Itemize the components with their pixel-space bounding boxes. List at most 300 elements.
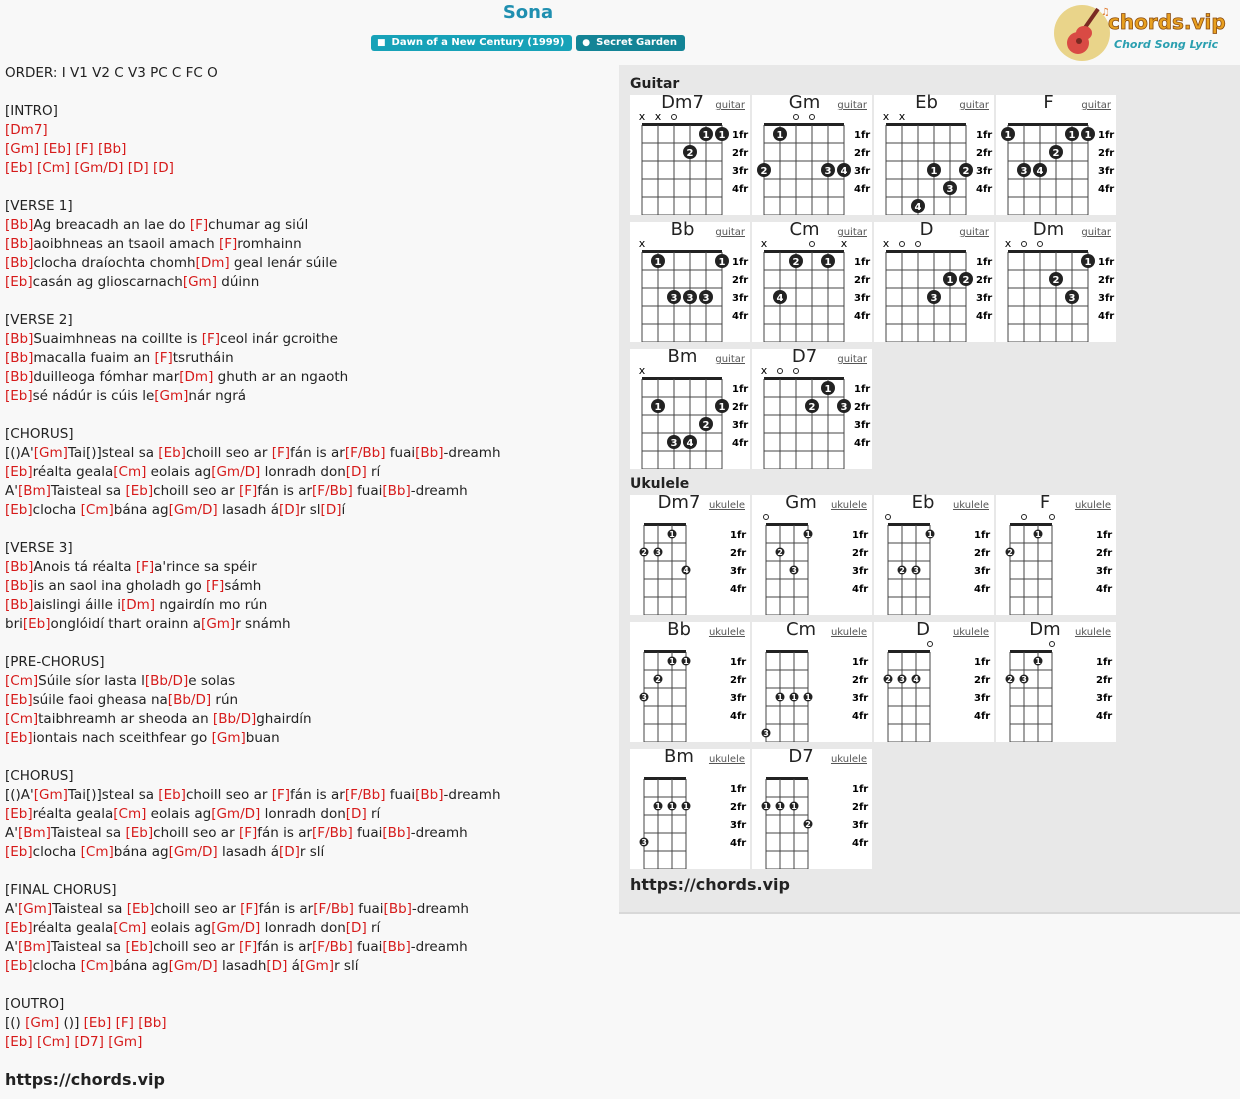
chord-diagram (630, 622, 750, 742)
lyric-text: A' (5, 939, 18, 955)
guitar-chord-card[interactable] (630, 219, 750, 342)
chord-link[interactable]: [F/Bb] (312, 825, 353, 841)
lyric-text: clocha (32, 958, 81, 974)
lyric-text: fuai (353, 901, 384, 917)
chord-link[interactable]: [D] (152, 160, 174, 176)
lyric-text: fuai (352, 939, 383, 955)
chord-link[interactable]: [Bb] (5, 217, 34, 233)
finger-number: 2 (962, 166, 970, 177)
fret-label: 1fr (976, 130, 993, 141)
chord-link[interactable]: [F] (206, 578, 225, 594)
lyric-text: [INTRO] (5, 103, 58, 119)
chord-link[interactable]: [D] (278, 502, 300, 518)
chord-link[interactable]: [F] (240, 901, 259, 917)
chord-link[interactable]: [D] (278, 844, 300, 860)
guitar-chord-card[interactable] (752, 346, 872, 469)
instrument-link[interactable]: ukulele (1074, 500, 1111, 511)
instrument-link[interactable]: guitar (1081, 100, 1111, 111)
lyric-text: nár ngrá (188, 388, 247, 404)
chord-name: D (919, 219, 934, 240)
chord-link[interactable]: [Bb] (5, 369, 34, 385)
chord-link[interactable]: [Bb/D] (167, 692, 212, 708)
chord-link[interactable]: [Eb] (158, 445, 186, 461)
chord-link[interactable]: [F] (218, 236, 238, 252)
artist-tag[interactable] (576, 35, 685, 51)
open-marker (900, 242, 905, 247)
lyric-text: chumar ag siúl (208, 217, 309, 233)
ukulele-chord-card[interactable] (752, 746, 872, 869)
instrument-link[interactable]: ukulele (830, 627, 867, 638)
chord-link[interactable]: [Gm] (201, 616, 236, 632)
ukulele-chord-card[interactable] (996, 619, 1116, 742)
chord-link[interactable]: [Eb] (125, 483, 154, 499)
panel-site-url[interactable]: https://chords.vip (630, 875, 790, 894)
mute-marker: x (654, 110, 662, 123)
instrument-link[interactable]: guitar (837, 227, 867, 238)
lyric-line (5, 121, 501, 140)
finger-number: 3 (670, 438, 678, 449)
guitar-chord-card[interactable] (630, 346, 750, 469)
lyric-text: iontais nach sceithfear go (32, 730, 212, 746)
chord-link[interactable]: [Bm] (17, 483, 51, 499)
chord-link[interactable]: [Gm/D] (211, 464, 261, 480)
finger-number: 1 (763, 802, 769, 811)
chord-link[interactable]: [Eb] (5, 160, 33, 176)
chord-link[interactable]: [D] (345, 464, 367, 480)
guitar-chord-card[interactable] (874, 92, 994, 215)
chord-link[interactable]: [Gm] (25, 1015, 60, 1031)
chord-link[interactable]: [Bb/D] (212, 711, 257, 727)
chord-link[interactable]: [Gm] (182, 274, 217, 290)
guitar-chord-card[interactable] (996, 92, 1116, 215)
lyric-text: aoibhneas an tsaoil amach (33, 236, 219, 252)
chord-link[interactable]: [Eb] (5, 920, 33, 936)
finger-number: 3 (655, 548, 661, 557)
instrument-link[interactable]: ukulele (708, 500, 745, 511)
chord-link[interactable]: [Gm] (33, 445, 68, 461)
lyric-text: Taisteal sa (50, 825, 126, 841)
guitar-logo-icon (1054, 3, 1234, 63)
artist-label: Secret Garden (596, 37, 677, 48)
lyric-line (5, 1033, 501, 1052)
chord-link[interactable]: [Gm/D] (168, 844, 218, 860)
fret-label: 1fr (732, 384, 749, 395)
instrument-link[interactable]: ukulele (1074, 627, 1111, 638)
open-marker (928, 642, 933, 647)
chord-link[interactable]: [Eb] (5, 274, 33, 290)
instrument-link[interactable]: ukulele (708, 754, 745, 765)
lyric-text: macalla fuaim an (33, 350, 155, 366)
lyric-text: bri (5, 616, 23, 632)
finger-number: 1 (718, 130, 726, 141)
chord-link[interactable]: [Bb] (5, 331, 34, 347)
chord-link[interactable]: [Gm] (108, 1034, 143, 1050)
instrument-link[interactable]: ukulele (830, 754, 867, 765)
finger-number: 3 (899, 675, 905, 684)
fret-label: 3fr (730, 693, 747, 704)
fret-label: 4fr (1098, 311, 1115, 322)
fret-label: 2fr (732, 148, 749, 159)
mute-marker: x (638, 110, 646, 123)
chord-link[interactable]: [F] (238, 825, 258, 841)
lyric-line (5, 368, 501, 387)
chord-link[interactable]: [Gm/D] (168, 502, 218, 518)
instrument-link[interactable]: guitar (715, 100, 745, 111)
lyric-text: A' (5, 483, 18, 499)
chord-link[interactable]: [F] (238, 939, 258, 955)
fret-label: 2fr (852, 675, 869, 686)
finger-number: 1 (655, 802, 661, 811)
mute-marker: x (898, 110, 906, 123)
album-label: Dawn of a New Century (1999) (391, 37, 565, 48)
site-logo[interactable] (1054, 3, 1234, 63)
chord-link[interactable]: [D] (127, 160, 149, 176)
lyric-text: ceol inár gcroithe (220, 331, 338, 347)
chord-diagram (752, 95, 872, 215)
fret-label: 3fr (974, 693, 991, 704)
instrument-link[interactable]: ukulele (830, 500, 867, 511)
chord-link[interactable]: [Bm] (17, 939, 51, 955)
nut (764, 250, 844, 253)
ukulele-chord-card[interactable] (630, 619, 750, 742)
chord-link[interactable]: [Bb] (5, 578, 34, 594)
chord-name: Bm (667, 346, 698, 367)
lyric-text: aislingi áille i (33, 597, 121, 613)
chord-link[interactable]: [D7] (74, 1034, 104, 1050)
ukulele-chord-card[interactable] (630, 746, 750, 869)
chord-link[interactable]: [Bb] (5, 350, 34, 366)
guitar-chord-card[interactable] (752, 219, 872, 342)
chord-link[interactable]: [D] (320, 502, 342, 518)
chord-link[interactable]: [F] (135, 559, 155, 575)
fret-label: 1fr (1096, 530, 1113, 541)
lyric-text: ngairdín mo rún (155, 597, 268, 613)
nut (644, 523, 686, 526)
chord-link[interactable]: [Bb] (5, 236, 34, 252)
chord-link[interactable]: [F] (271, 787, 291, 803)
chord-link[interactable]: [F/Bb] (344, 787, 386, 803)
chord-link[interactable]: [Bb] (382, 825, 411, 841)
ukulele-chord-card[interactable] (752, 492, 872, 615)
lyric-line (5, 634, 501, 653)
chord-link[interactable]: [Bb] (98, 141, 127, 157)
fret-label: 3fr (974, 566, 991, 577)
chord-link[interactable]: [Gm/D] (168, 958, 218, 974)
fret-label: 1fr (1098, 257, 1115, 268)
ukulele-chord-card[interactable] (874, 492, 994, 615)
nut (766, 777, 808, 780)
finger-number: 1 (824, 257, 832, 268)
instrument-link[interactable]: guitar (715, 354, 745, 365)
lyric-text: choill seo ar (153, 939, 239, 955)
chord-link[interactable]: [Dm] (179, 369, 214, 385)
instrument-link[interactable]: guitar (715, 227, 745, 238)
lyric-line (5, 501, 501, 520)
lyric-text: [()A' (5, 445, 34, 461)
finger-number: 2 (777, 548, 783, 557)
chord-link[interactable]: [F] (75, 141, 94, 157)
lyric-text: réalta geala (32, 920, 114, 936)
mute-marker: x (760, 237, 768, 250)
guitar-chord-card[interactable] (630, 92, 750, 215)
lyric-text: choill seo ar (153, 825, 239, 841)
chord-link[interactable]: [F] (201, 331, 221, 347)
chord-link[interactable]: [Eb] (5, 1034, 33, 1050)
lyric-line (5, 406, 501, 425)
lyric-text: Súile síor lasta l (38, 673, 145, 689)
chord-link[interactable]: [D] (345, 920, 367, 936)
finger-number: 3 (670, 293, 678, 304)
chord-link[interactable]: [Cm] (80, 958, 114, 974)
chord-diagram (874, 95, 994, 215)
finger-number: 4 (683, 566, 689, 575)
finger-number: 2 (1052, 275, 1060, 286)
fret-label: 3fr (854, 420, 871, 431)
instrument-link[interactable]: guitar (959, 100, 989, 111)
chord-link[interactable]: [Cm] (113, 464, 147, 480)
chord-link[interactable]: [Cm] (80, 844, 114, 860)
instrument-link[interactable]: ukulele (952, 627, 989, 638)
chord-link[interactable]: [Eb] (83, 1015, 112, 1031)
guitar-chord-card[interactable] (874, 219, 994, 342)
chord-link[interactable]: [Cm] (5, 711, 39, 727)
chord-name: Gm (785, 492, 817, 513)
chord-diagrams-panel (619, 65, 1240, 914)
instrument-link[interactable]: guitar (837, 354, 867, 365)
chord-link[interactable]: [Eb] (5, 464, 33, 480)
chord-link[interactable]: [D] (266, 958, 288, 974)
fret-label: 1fr (854, 384, 871, 395)
instrument-link[interactable]: guitar (959, 227, 989, 238)
chord-link[interactable]: [Eb] (5, 692, 33, 708)
nut (766, 523, 808, 526)
lyric-line (5, 957, 501, 976)
finger-number: 2 (1007, 675, 1013, 684)
instrument-link[interactable]: guitar (1081, 227, 1111, 238)
instrument-link[interactable]: ukulele (708, 627, 745, 638)
lyric-text: sámh (224, 578, 262, 594)
finger-number: 3 (702, 293, 710, 304)
chord-link[interactable]: [Bb] (415, 445, 444, 461)
chord-name: Dm7 (661, 92, 704, 113)
album-tag[interactable] (371, 35, 572, 51)
chord-link[interactable]: [F/Bb] (312, 483, 353, 499)
fret-label: 2fr (1096, 675, 1113, 686)
fret-label: 2fr (730, 548, 747, 559)
chord-diagram (874, 495, 994, 615)
fret-label: 2fr (974, 675, 991, 686)
lyric-line (5, 482, 501, 501)
finger-number: 3 (1021, 675, 1027, 684)
lyric-text: A' (5, 825, 18, 841)
chord-link[interactable]: [F/Bb] (344, 445, 386, 461)
fret-label: 1fr (854, 130, 871, 141)
chord-link[interactable]: [F] (154, 350, 173, 366)
chord-link[interactable]: [F/Bb] (313, 901, 354, 917)
chord-link[interactable]: [D] (345, 806, 367, 822)
nut (644, 650, 686, 653)
lyric-text: fán is ar (257, 483, 313, 499)
mute-marker: x (760, 364, 768, 377)
chord-link[interactable]: [F] (271, 445, 291, 461)
chord-link[interactable]: [Eb] (5, 958, 33, 974)
fret-label: 2fr (1098, 275, 1115, 286)
chord-link[interactable]: [Gm] (154, 388, 189, 404)
chord-name: Cm (785, 619, 817, 640)
lyric-text: [OUTRO] (5, 996, 65, 1012)
open-marker (886, 515, 891, 520)
nut (888, 523, 930, 526)
chord-link[interactable]: [Eb] (22, 616, 51, 632)
chord-link[interactable]: [Bb] (138, 1015, 167, 1031)
chord-link[interactable]: [Eb] (125, 939, 154, 955)
lyric-text: [PRE-CHORUS] (5, 654, 105, 670)
finger-number: 1 (946, 275, 954, 286)
chord-diagram (996, 222, 1116, 342)
chord-link[interactable]: [F/Bb] (312, 939, 353, 955)
chord-link[interactable]: [Eb] (43, 141, 72, 157)
chord-link[interactable]: [Cm] (113, 920, 147, 936)
fret-label: 3fr (854, 293, 871, 304)
chord-link[interactable]: [Bb] (415, 787, 444, 803)
chord-link[interactable]: [Bm] (17, 825, 51, 841)
guitar-chord-card[interactable] (996, 219, 1116, 342)
chord-link[interactable]: [Gm/D] (74, 160, 124, 176)
mute-marker: x (840, 237, 848, 250)
chord-link[interactable]: [Eb] (5, 806, 33, 822)
chord-link[interactable]: [Gm/D] (211, 806, 261, 822)
chord-link[interactable]: [Gm] (33, 787, 68, 803)
chord-link[interactable]: [Dm7] (5, 122, 48, 138)
chord-link[interactable]: [Gm] (17, 901, 53, 917)
chord-name: D (916, 619, 930, 640)
instrument-link[interactable]: ukulele (952, 500, 989, 511)
lyric-line (5, 1014, 501, 1033)
lyric-text: [VERSE 2] (5, 312, 73, 328)
lyric-line (5, 577, 501, 596)
chord-link[interactable]: [Eb] (5, 388, 33, 404)
fret-label: 3fr (730, 566, 747, 577)
chord-link[interactable]: [Bb] (383, 901, 412, 917)
lyric-text: rí (366, 806, 381, 822)
chord-link[interactable]: [Eb] (5, 730, 33, 746)
lyric-line (5, 919, 501, 938)
lyric-line (5, 710, 501, 729)
chord-link[interactable]: [Cm] (36, 160, 71, 176)
chord-link[interactable]: [Cm] (113, 806, 147, 822)
finger-number: 3 (913, 566, 919, 575)
fret-label: 4fr (1098, 184, 1115, 195)
chord-diagram (996, 622, 1116, 742)
chord-link[interactable]: [Gm/D] (211, 920, 261, 936)
fret-label: 1fr (974, 657, 991, 668)
chord-link[interactable]: [Cm] (36, 1034, 71, 1050)
chord-link[interactable]: [Bb] (382, 483, 411, 499)
site-url-footer[interactable]: https://chords.vip (5, 1070, 165, 1089)
chord-link[interactable]: [Bb] (5, 255, 34, 271)
logo-tagline: Chord Song Lyric (1114, 38, 1219, 51)
chord-link[interactable]: [Bb/D] (144, 673, 189, 689)
fret-label: 2fr (732, 402, 749, 413)
chord-link[interactable]: [Bb] (382, 939, 411, 955)
lyric-text: lonradh don (260, 806, 346, 822)
fret-label: 2fr (1098, 148, 1115, 159)
chord-link[interactable]: [Cm] (5, 673, 39, 689)
chord-link[interactable]: [Eb] (5, 844, 33, 860)
fret-label: 1fr (854, 257, 871, 268)
fret-label: 3fr (732, 166, 749, 177)
fret-label: 4fr (1096, 584, 1113, 595)
fret-label: 3fr (976, 166, 993, 177)
chord-link[interactable]: [Eb] (126, 901, 155, 917)
instrument-link[interactable]: guitar (837, 100, 867, 111)
chord-link[interactable]: [Bb] (5, 559, 34, 575)
lyric-text: fuai (352, 825, 383, 841)
chord-link[interactable]: [Dm] (195, 255, 230, 271)
finger-number: 1 (683, 802, 689, 811)
nut (764, 123, 844, 126)
fret-label: 2fr (974, 548, 991, 559)
guitar-chord-card[interactable] (752, 92, 872, 215)
fret-label: 2fr (854, 148, 871, 159)
chord-link[interactable]: [Eb] (158, 787, 186, 803)
chord-link[interactable]: [Bb] (5, 597, 34, 613)
lyric-text: r slí (334, 958, 359, 974)
lyric-line (5, 216, 501, 235)
fret-label: 3fr (854, 166, 871, 177)
ukulele-chord-card[interactable] (996, 492, 1116, 615)
lyric-line (5, 83, 501, 102)
open-marker (1022, 515, 1027, 520)
lyric-text: í (341, 502, 346, 518)
ukulele-chord-card[interactable] (630, 492, 750, 615)
ukulele-chord-card[interactable] (874, 619, 994, 742)
lyric-line (5, 672, 501, 691)
open-marker (1038, 242, 1043, 247)
chord-link[interactable]: [F] (189, 217, 209, 233)
fret-label: 2fr (730, 802, 747, 813)
chord-name: Eb (911, 492, 935, 513)
chord-link[interactable]: [Gm] (299, 958, 335, 974)
chord-link[interactable]: [Dm] (120, 597, 156, 613)
lyric-text: bána ag (113, 958, 169, 974)
lyric-text: lasadh á (217, 844, 279, 860)
lyric-text: bána ag (113, 502, 169, 518)
finger-number: 3 (946, 184, 954, 195)
chord-link[interactable]: [Gm] (211, 730, 246, 746)
lyric-text: [()A' (5, 787, 34, 803)
fret-label: 2fr (854, 275, 871, 286)
chord-link[interactable]: [Eb] (5, 502, 33, 518)
finger-number: 3 (791, 566, 797, 575)
lyric-text: duilleoga fómhar mar (33, 369, 180, 385)
fret-label: 3fr (732, 293, 749, 304)
lyric-text: geal lenár súile (229, 255, 338, 271)
lyric-text: r sl (299, 502, 321, 518)
fret-label: 3fr (852, 820, 869, 831)
chord-link[interactable]: [F] (238, 483, 258, 499)
chord-name: Gm (788, 92, 821, 113)
chord-link[interactable]: [F] (115, 1015, 134, 1031)
lyric-text: [VERSE 1] (5, 198, 73, 214)
chord-link[interactable]: [Cm] (80, 502, 114, 518)
lyric-text: r snámh (235, 616, 291, 632)
lyric-line (5, 748, 501, 767)
ukulele-chord-card[interactable] (752, 619, 872, 742)
chord-link[interactable]: [Eb] (125, 825, 154, 841)
finger-number: 1 (683, 657, 689, 666)
chord-link[interactable]: [Gm] (5, 141, 40, 157)
